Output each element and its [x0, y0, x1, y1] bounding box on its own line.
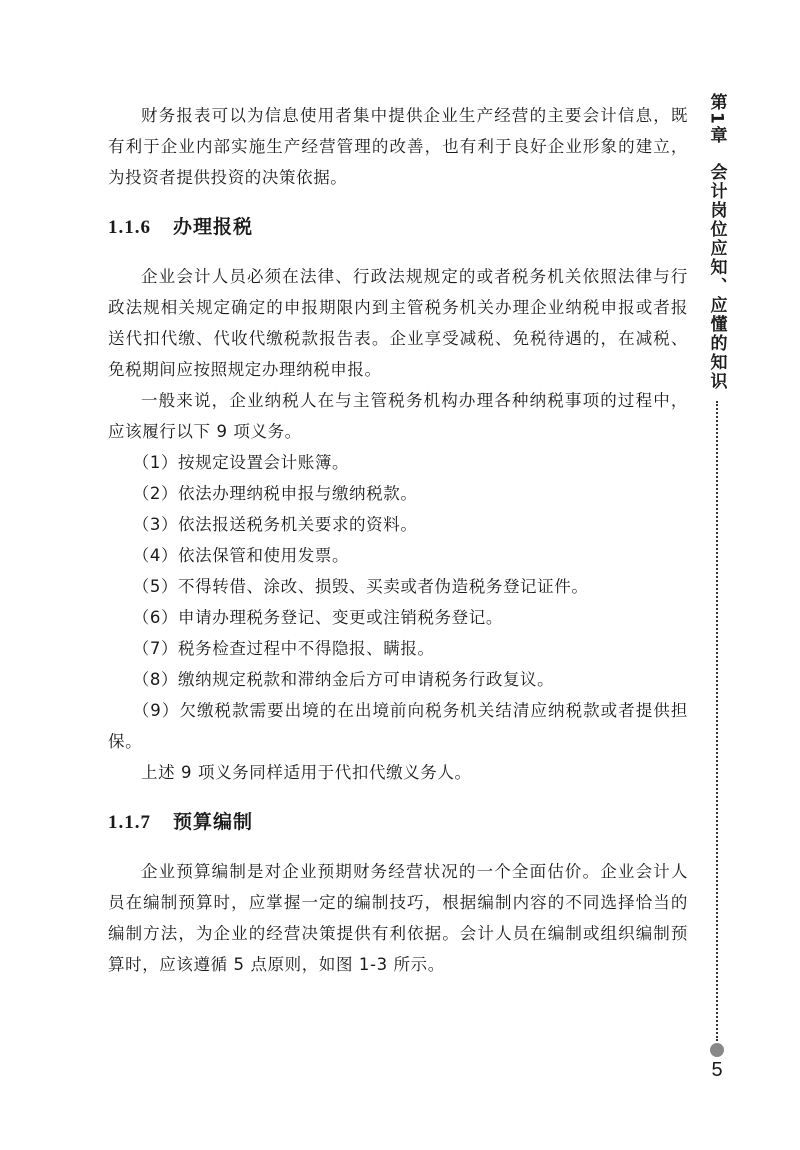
page-number: 5 [711, 1058, 723, 1081]
list-item: （4）依法保管和使用发票。 [132, 546, 350, 565]
tax-paragraph-2: 一般来说，企业纳税人在与主管税务机构办理各种纳税事项的过程中，应该履行以下 9 项义务。 [108, 391, 688, 441]
section-number: 1.1.7 [108, 812, 151, 833]
list-item: （8）缴纳规定税款和滞纳金后方可申请税务行政复议。 [132, 670, 555, 689]
section-title: 办理报税 [173, 216, 254, 238]
tax-paragraph-1: 企业会计人员必须在法律、行政法规规定的或者税务机关依照法律与行政法规相关规定确定的申报期限内到主管税务机关办理企业纳税申报或者报送代扣代缴、代收代缴税款报告表。企业享受减税、免税待遇的，在减税、免税期间应按照规定办理纳税申报。 [108, 267, 688, 379]
chapter-vertical-title [705, 93, 730, 391]
list-item: （2）依法办理纳税申报与缴纳税款。 [132, 484, 418, 503]
list-item: （9）欠缴税款需要出境的在出境前向税务机关结清应纳税款或者提供担保。 [108, 701, 688, 751]
page-content [108, 100, 688, 980]
list-item: （3）依法报送税务机关要求的资料。 [132, 515, 418, 534]
dotted-divider [716, 401, 718, 1041]
tax-closing: 上述 9 项义务同样适用于代扣代缴义务人。 [141, 763, 472, 782]
section-number: 1.1.6 [108, 217, 151, 238]
chapter-side-tab [702, 93, 732, 1082]
list-item: （1）按规定设置会计账簿。 [132, 453, 350, 472]
page-marker-dot [710, 1043, 724, 1057]
list-item: （5）不得转借、涂改、损毁、买卖或者伪造税务登记证件。 [132, 577, 589, 596]
section-heading-1-1-7 [108, 802, 688, 842]
list-item: （6）申请办理税务登记、变更或注销税务登记。 [132, 608, 503, 627]
section-title: 预算编制 [173, 811, 254, 833]
section-heading-1-1-6 [108, 207, 688, 247]
chapter-label: 第1章 [706, 93, 727, 145]
list-item: （7）税务检查过程中不得隐报、瞒报。 [132, 639, 435, 658]
obligation-list [108, 447, 688, 757]
intro-paragraph: 财务报表可以为信息使用者集中提供企业生产经营的主要会计信息，既有利于企业内部实施生产经营管理的改善，也有利于良好企业形象的建立，为投资者提供投资的决策依据。 [108, 106, 688, 187]
budget-paragraph: 企业预算编制是对企业预期财务经营状况的一个全面估价。企业会计人员在编制预算时，应掌握一定的编制技巧，根据编制内容的不同选择恰当的编制方法，为企业的经营决策提供有利依据。会计人员在编制或组织编制预算时，应该遵循 5 点原则，如图 1-3 所示。 [108, 862, 688, 974]
chapter-title: 会计岗位应知、应懂的知识 [706, 162, 727, 391]
